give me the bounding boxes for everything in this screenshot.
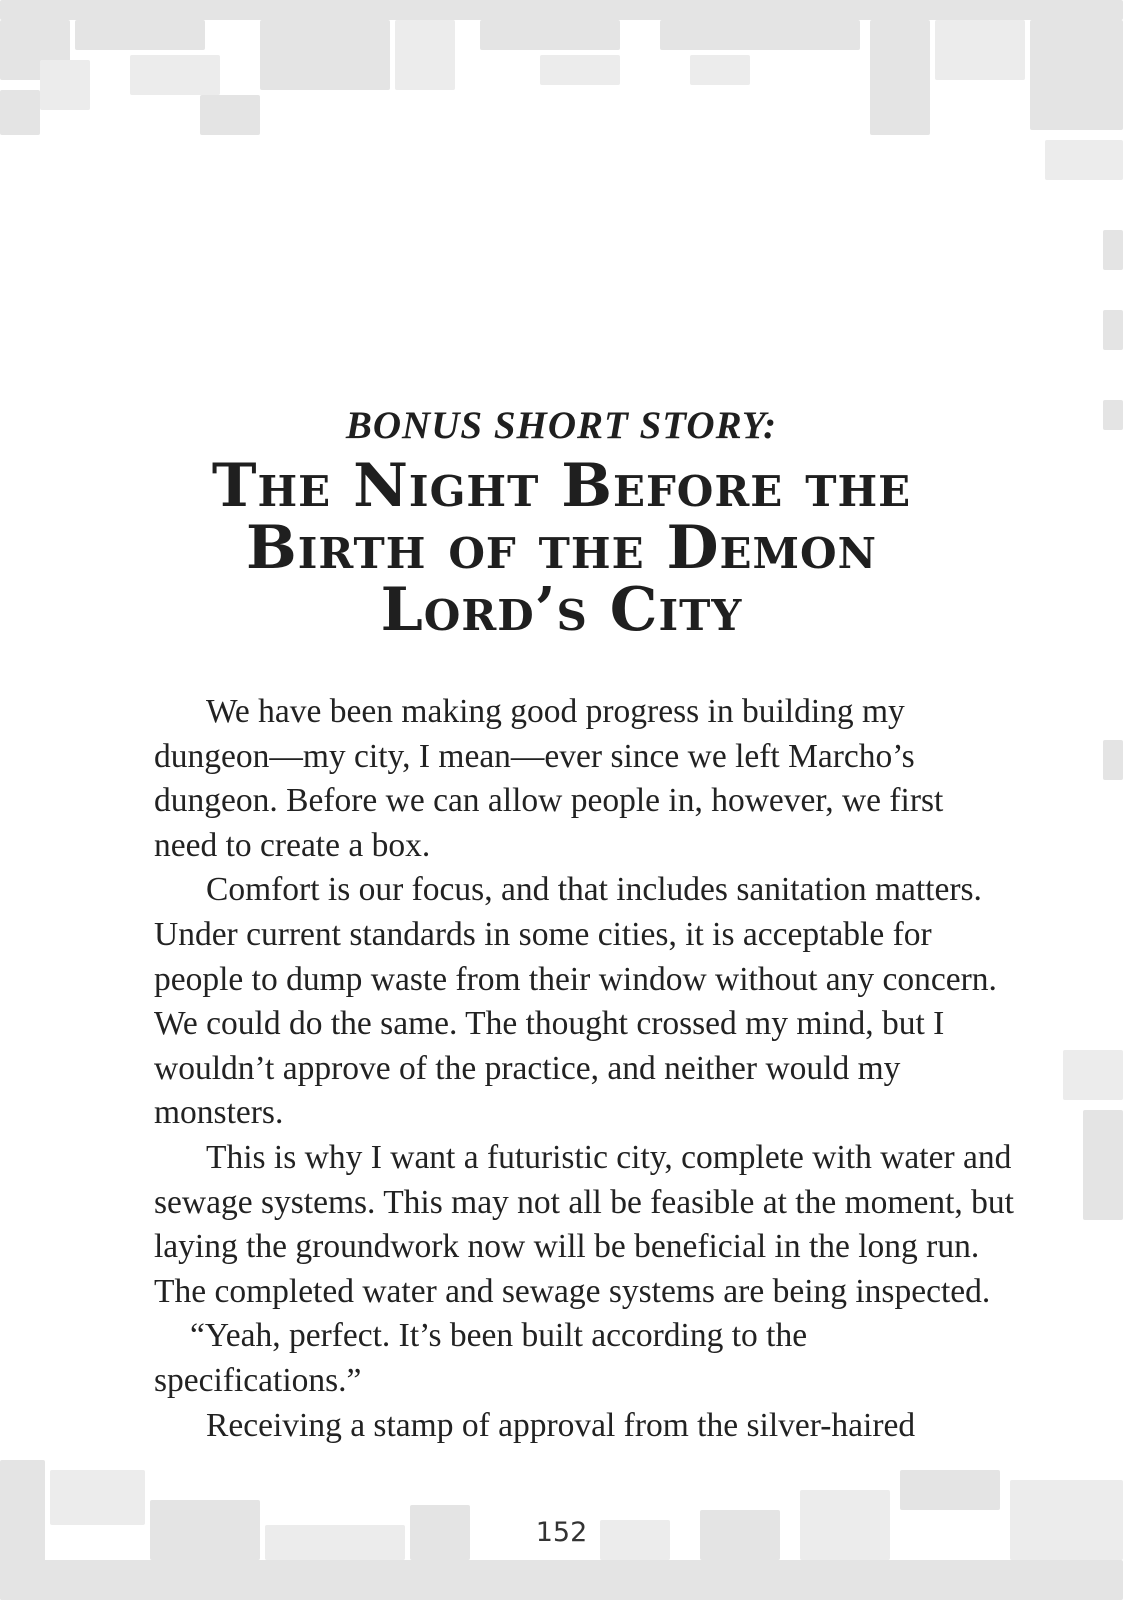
border-tile [900, 1470, 1000, 1510]
border-tile [395, 20, 455, 90]
title-line: The Night Before the [211, 451, 912, 521]
paragraph: We have been making good progress in building my dungeon—my city, I mean—ever since we left Marcho’s dungeon. Before we can allow people in, however, we first need to create a box. [154, 693, 944, 864]
border-tile [260, 20, 390, 90]
border-tile [40, 60, 90, 110]
border-tile [1103, 310, 1123, 350]
border-tile [1030, 20, 1123, 130]
story-body [154, 690, 1014, 1448]
border-tile [0, 0, 1123, 20]
paragraph: Receiving a stamp of approval from the silver-haired [206, 1406, 916, 1444]
border-tile [1063, 1050, 1123, 1100]
border-tile [540, 55, 620, 85]
border-tile [870, 20, 930, 135]
border-tile [480, 20, 620, 50]
border-tile [1103, 740, 1123, 780]
border-tile [75, 20, 205, 50]
border-tile [660, 20, 860, 50]
border-tile [200, 95, 260, 135]
border-tile [690, 55, 750, 85]
paragraph: This is why I want a futuristic city, complete with water and sewage systems. This may not all be feasible at the moment, but laying the groundwork now will be beneficial in the long run. The completed water and sewage systems are being inspected. [154, 1138, 1014, 1310]
page-number: 152 [535, 1517, 588, 1548]
title-line: Birth of the Demon [246, 513, 877, 583]
border-tile [0, 90, 40, 135]
chapter-title [0, 451, 1123, 645]
border-tile [1045, 140, 1123, 180]
border-tile [1083, 1110, 1123, 1220]
chapter-kicker: BONUS SHORT STORY: [345, 404, 778, 447]
border-tile [0, 1560, 1123, 1600]
title-line: Lord’s City [380, 575, 743, 645]
dialogue-paragraph: “Yeah, perfect. It’s been built according to the specifications.” [154, 1317, 808, 1399]
border-tile [130, 55, 220, 95]
border-tile [1103, 230, 1123, 270]
paragraph: Comfort is our focus, and that includes sanitation matters. Under current standards in some cities, it is acceptable for people to dump waste from their window without any concern. We could do the same. The thought crossed my mind, but I wouldn’t approve of the practice, and neither would my monsters. [154, 871, 997, 1132]
border-tile [935, 20, 1025, 80]
